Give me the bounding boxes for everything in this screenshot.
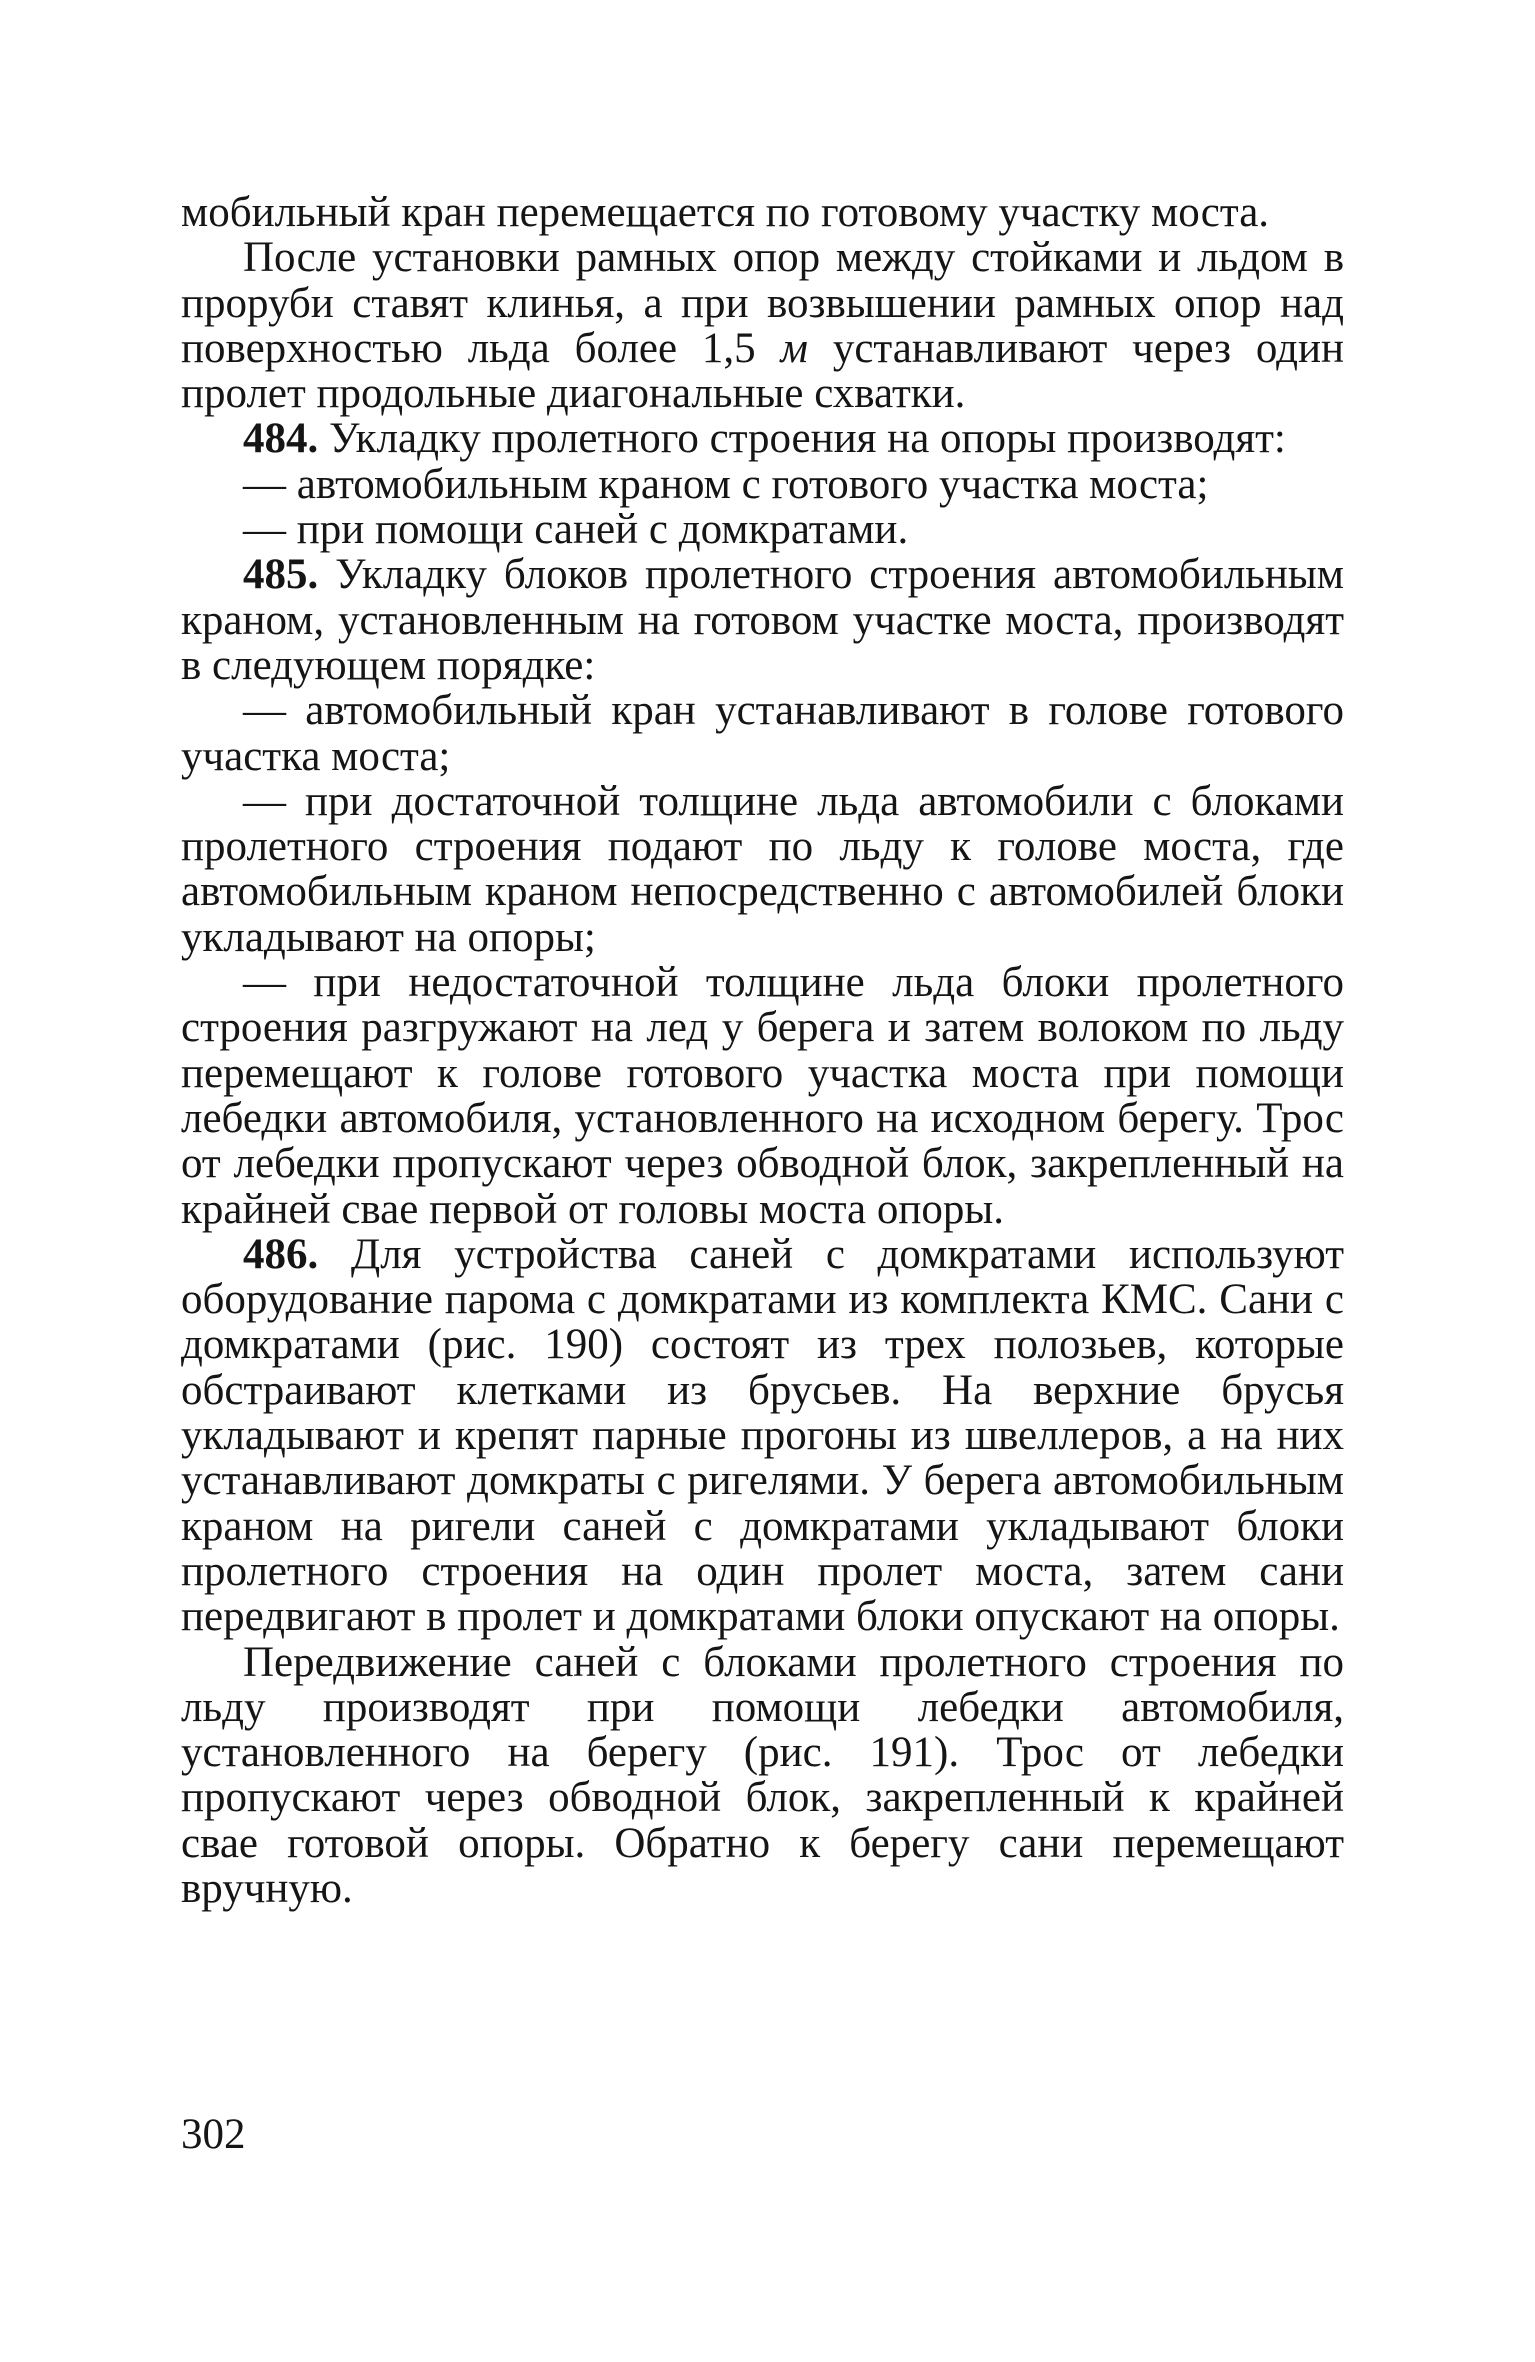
list-item-text: — автомобильным краном с готового участка моста; <box>243 460 1209 508</box>
paragraph-text: После установки рамных опор между стойками и льдом в проруби ставят клинья, а при возвышении рамных опор над поверхностью льда более 1,5 <box>181 234 1344 372</box>
list-item-text: — при достаточной толщине льда автомобили с блоками пролетного строения подают по льду к голове моста, где автомобильным краном непосредственно с автомобилей блоки укладывают на опоры; <box>181 777 1344 961</box>
section-number-485: 485. <box>243 551 319 599</box>
list-item <box>181 779 1344 960</box>
section-485 <box>181 552 1344 688</box>
unit-meter: м <box>780 324 808 372</box>
paragraph-text: устанавливают через один пролет продольные диагональные схватки. <box>181 324 1344 418</box>
section-number-484: 484. <box>243 415 319 463</box>
paragraph-frame-supports <box>181 235 1344 416</box>
section-text: Для устройства саней с домкратами используют оборудование парома с домкратами из комплекта КМС. Сани с домкратами (рис. 190) состоят из трех полозьев, которые обстраивают клетками из брусьев. На верхние брусья укладывают и крепят парные прогоны из швеллеров, а на них устанавливают домкраты с ригелями. У берега автомобильным краном на ригели саней с домкратами укладывают блоки пролетного строения на один пролет моста, затем сани передвигают в пролет и домкратами блоки опускают на опоры. <box>181 1230 1344 1641</box>
list-item-text: — при недостаточной толщине льда блоки пролетного строения разгружают на лед у берега и затем волоком по льду перемещают к голове готового участка моста при помощи лебедки автомобиля, установленного на исходном берегу. Трос от лебедки пропускают через обводной блок, закрепленный на крайней свае первой от головы моста опоры. <box>181 959 1344 1233</box>
page-number: 302 <box>181 2111 246 2158</box>
list-item-text: — при помощи саней с домкратами. <box>243 506 909 554</box>
list-item <box>181 507 1344 552</box>
paragraph-sled-movement <box>181 1640 1344 1912</box>
list-item <box>181 960 1344 1232</box>
section-text: Укладку пролетного строения на опоры производят: <box>318 415 1286 463</box>
list-item <box>181 688 1344 779</box>
section-484 <box>181 416 1344 461</box>
page-body <box>181 190 1344 1911</box>
paragraph-continuation <box>181 190 1344 235</box>
section-number-486: 486. <box>243 1230 319 1278</box>
list-item <box>181 462 1344 507</box>
section-text: Укладку блоков пролетного строения автомобильным краном, установленным на готовом участке моста, производят в следующем порядке: <box>181 551 1344 689</box>
paragraph-text: мобильный кран перемещается по готовому участку моста. <box>181 189 1270 236</box>
section-486 <box>181 1232 1344 1640</box>
list-item-text: — автомобильный кран устанавливают в голове готового участка моста; <box>181 687 1344 780</box>
paragraph-text: Передвижение саней с блоками пролетного строения по льду производят при помощи лебедки автомобиля, установленного на берегу (рис. 191). Трос от лебедки пропускают через обводной блок, закрепленный к крайней свае готовой опоры. Обратно к берегу сани перемещают вручную. <box>181 1638 1344 1912</box>
